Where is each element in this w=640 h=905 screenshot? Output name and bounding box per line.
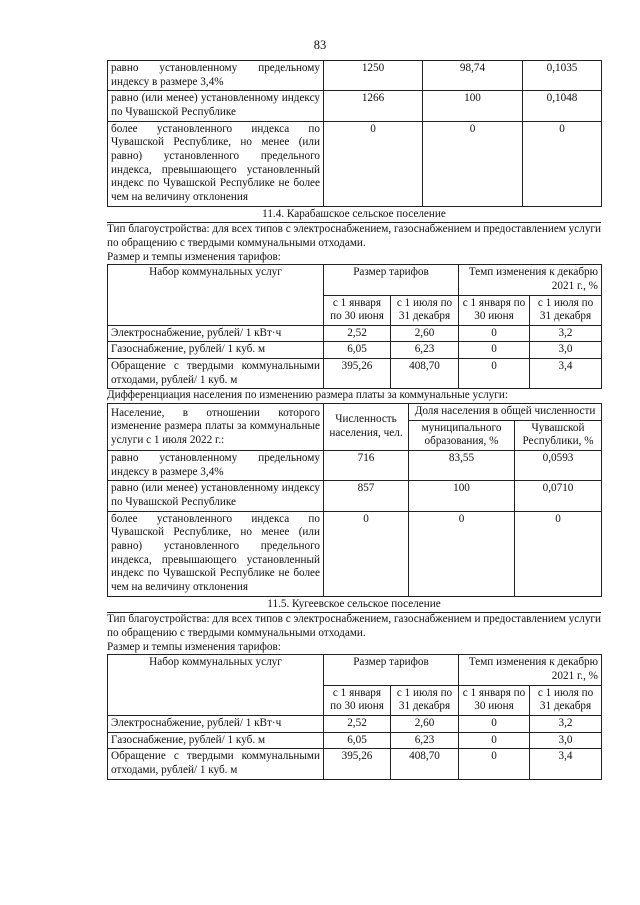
row-share-rep: 0: [523, 121, 602, 206]
tariff-value: 6,23: [391, 732, 459, 749]
row-count: 716: [324, 451, 409, 481]
document-body: [107, 60, 601, 780]
row-count: 1266: [324, 91, 423, 121]
row-share-mun: 0: [423, 121, 523, 206]
table-row: [108, 511, 602, 596]
row-share-mun: 83,55: [409, 451, 515, 481]
section-type-text: Тип благоустройства: для всех типов с электроснабжением, газоснабжением и предоставлением услуги по обращению с твердыми коммунальными отходами.: [107, 223, 601, 249]
tariff-value: 395,26: [324, 749, 391, 779]
page-number: 83: [313, 38, 327, 52]
tariff-value: 6,05: [324, 342, 391, 359]
row-count: 0: [324, 121, 423, 206]
section-title-kugeev: 11.5. Кугеевское сельское поселение: [107, 597, 601, 614]
table-row: [108, 715, 602, 732]
tariff-value: 2,52: [324, 715, 391, 732]
rate-value: 3,2: [530, 715, 602, 732]
service-name: Электроснабжение, рублей/ 1 кВт·ч: [108, 715, 324, 732]
header-period-2: с 1 июля по 31 декабря: [391, 685, 459, 715]
tariff-value: 2,52: [324, 325, 391, 342]
header-population: Население, в отношении которого изменение размера платы за коммунальные услуги с 1 июля 2022 г.:: [108, 404, 324, 451]
differentiation-table-karabash: [107, 403, 602, 597]
tariff-value: 6,23: [391, 342, 459, 359]
table-row: [108, 749, 602, 779]
header-share: Доля населения в общей численности: [409, 404, 602, 421]
service-name: Обращение с твердыми коммунальными отходами, рублей/ 1 куб. м: [108, 749, 324, 779]
row-share-rep: 0,1048: [523, 91, 602, 121]
differentiation-heading: Дифференциация населения по изменению размера платы за коммунальные услуги:: [107, 389, 508, 402]
section-title-karabash: 11.4. Карабашское сельское поселение: [107, 207, 601, 224]
tariff-heading: Размер и темпы изменения тарифов:: [107, 250, 281, 263]
table-row: [108, 481, 602, 511]
row-label: более установленного индекса по Чувашской Республике, но менее (или равно) установленного предельного индекса, превышающего установленный индекс по Чувашской Республике не более чем на величину отклонения: [108, 511, 324, 596]
rate-value: 0: [459, 715, 530, 732]
row-share-rep: 0,0593: [515, 451, 602, 481]
row-share-mun: 100: [423, 91, 523, 121]
header-rate-change: Темп изменения к декабрю 2021 г., %: [459, 655, 602, 685]
row-count: 0: [324, 511, 409, 596]
service-name: Газоснабжение, рублей/ 1 куб. м: [108, 342, 324, 359]
service-name: Обращение с твердыми коммунальными отходами, рублей/ 1 куб. м: [108, 359, 324, 389]
header-share-mun: муниципального образования, %: [409, 420, 515, 450]
table-row: [108, 451, 602, 481]
table-row: [108, 359, 602, 389]
table-row: [108, 342, 602, 359]
header-services: Набор коммунальных услуг: [108, 265, 324, 326]
rate-value: 0: [459, 359, 530, 389]
header-period-3: с 1 января по 30 июня: [459, 685, 530, 715]
table-row: [108, 91, 602, 121]
rate-value: 0: [459, 325, 530, 342]
row-share-rep: 0,0710: [515, 481, 602, 511]
tariff-table-karabash: [107, 264, 602, 389]
row-label: равно (или менее) установленному индексу по Чувашской Республике: [108, 481, 324, 511]
row-label: равно установленному предельному индексу в размере 3,4%: [108, 61, 324, 91]
row-label: равно (или менее) установленному индексу по Чувашской Республике: [108, 91, 324, 121]
table-row: [108, 61, 602, 91]
table-row: [108, 121, 602, 206]
tariff-table-kugeev: [107, 654, 602, 779]
header-rate-change: Темп изменения к декабрю 2021 г., %: [459, 265, 602, 295]
rate-value: 3,2: [530, 325, 602, 342]
header-period-3: с 1 января по 30 июня: [459, 295, 530, 325]
rate-value: 0: [459, 749, 530, 779]
row-share-rep: 0: [515, 511, 602, 596]
header-period-4: с 1 июля по 31 декабря: [530, 685, 602, 715]
row-count: 1250: [324, 61, 423, 91]
tariff-heading: Размер и темпы изменения тарифов:: [107, 640, 281, 653]
rate-value: 3,4: [530, 359, 602, 389]
header-count: Численность населения, чел.: [324, 404, 409, 451]
table-row: [108, 732, 602, 749]
header-services: Набор коммунальных услуг: [108, 655, 324, 716]
row-share-mun: 100: [409, 481, 515, 511]
rate-value: 3,4: [530, 749, 602, 779]
header-share-rep: Чувашской Республики, %: [515, 420, 602, 450]
row-count: 857: [324, 481, 409, 511]
top-differentiation-table: [107, 60, 602, 207]
header-period-1: с 1 января по 30 июня: [324, 685, 391, 715]
header-period-4: с 1 июля по 31 декабря: [530, 295, 602, 325]
tariff-value: 2,60: [391, 325, 459, 342]
tariff-value: 408,70: [391, 749, 459, 779]
rate-value: 3,0: [530, 342, 602, 359]
rate-value: 0: [459, 342, 530, 359]
row-label: равно установленному предельному индексу в размере 3,4%: [108, 451, 324, 481]
row-share-mun: 98,74: [423, 61, 523, 91]
tariff-value: 408,70: [391, 359, 459, 389]
header-tariff-size: Размер тарифов: [324, 265, 459, 295]
service-name: Газоснабжение, рублей/ 1 куб. м: [108, 732, 324, 749]
rate-value: 3,0: [530, 732, 602, 749]
header-period-2: с 1 июля по 31 декабря: [391, 295, 459, 325]
row-share-mun: 0: [409, 511, 515, 596]
tariff-value: 395,26: [324, 359, 391, 389]
row-label: более установленного индекса по Чувашской Республике, но менее (или равно) установленного предельного индекса, превышающего установленный индекс по Чувашской Республике не более чем на величину отклонения: [108, 121, 324, 206]
header-tariff-size: Размер тарифов: [324, 655, 459, 685]
section-type-text: Тип благоустройства: для всех типов с электроснабжением, газоснабжением и предоставлением услуги по обращению с твердыми коммунальными отходами.: [107, 613, 601, 639]
tariff-value: 2,60: [391, 715, 459, 732]
service-name: Электроснабжение, рублей/ 1 кВт·ч: [108, 325, 324, 342]
table-row: [108, 325, 602, 342]
tariff-value: 6,05: [324, 732, 391, 749]
rate-value: 0: [459, 732, 530, 749]
header-period-1: с 1 января по 30 июня: [324, 295, 391, 325]
row-share-rep: 0,1035: [523, 61, 602, 91]
